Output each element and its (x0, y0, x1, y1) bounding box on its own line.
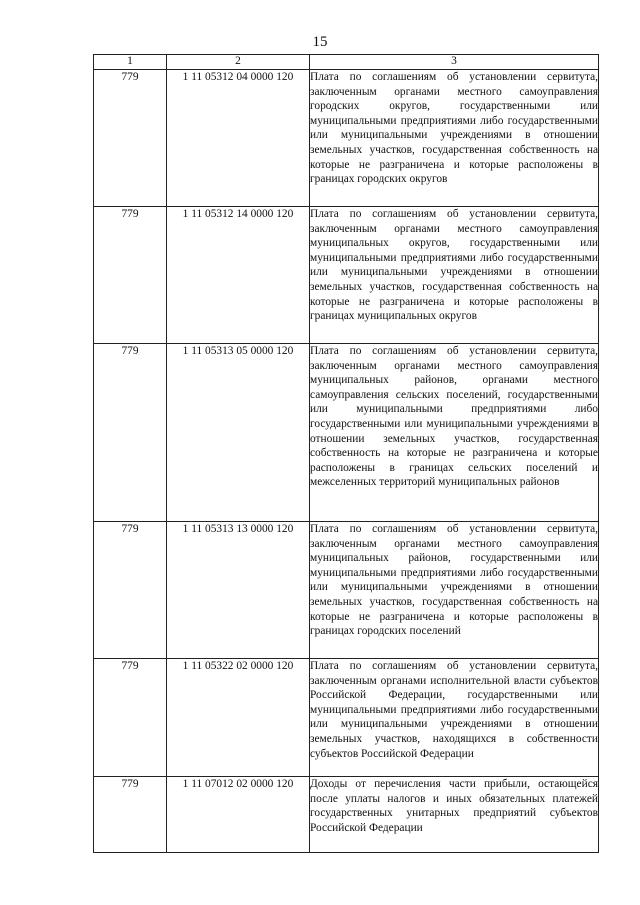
description-cell: Плата по соглашениям об установлении сервитута, заключенным органами местного самоуправления муниципальных районов, органами местного самоуправления сельских поселений, государственными или муниципальными предприятиями либо государственными или муниципальными учреждениями в отношении земельных участков, государственная собственность на которые не разграничена и которые расположены в границах сельских поселений и межселенных территорий муниципальных районов (310, 344, 599, 522)
kbk-code-cell: 1 11 07012 02 0000 120 (167, 777, 310, 853)
table-row (94, 777, 599, 853)
kbk-code-cell: 1 11 05312 14 0000 120 (167, 207, 310, 344)
admin-code-cell: 779 (94, 344, 167, 522)
table-row (94, 207, 599, 344)
description-cell: Плата по соглашениям об установлении сервитута, заключенным органами исполнительной власти субъектов Российской Федерации, государственными или муниципальными предприятиями либо государственными или муниципальными учреждениями в отношении земельных участков, находящихся в собственности субъектов Российской Федерации (310, 659, 599, 777)
admin-code-cell: 779 (94, 659, 167, 777)
column-header-1: 1 (94, 55, 167, 70)
description-cell: Доходы от перечисления части прибыли, остающейся после уплаты налогов и иных обязательных платежей государственных унитарных предприятий субъектов Российской Федерации (310, 777, 599, 853)
table-row (94, 522, 599, 659)
description-cell: Плата по соглашениям об установлении сервитута, заключенным органами местного самоуправления муниципальных районов, государственными или муниципальными предприятиями либо государственными или муниципальными учреждениями в отношении земельных участков, государственная собственность на которые не разграничена и которые расположены в границах городских поселений (310, 522, 599, 659)
admin-code-cell: 779 (94, 777, 167, 853)
description-cell: Плата по соглашениям об установлении сервитута, заключенным органами местного самоуправления муниципальных округов, государственными или муниципальными предприятиями либо государственными или муниципальными учреждениями в отношении земельных участков, государственная собственность на которые не разграничена и которые расположены в границах муниципальных округов (310, 207, 599, 344)
table-header-row (94, 55, 599, 70)
admin-code-cell: 779 (94, 522, 167, 659)
kbk-code-cell: 1 11 05322 02 0000 120 (167, 659, 310, 777)
kbk-code-cell: 1 11 05312 04 0000 120 (167, 70, 310, 207)
admin-code-cell: 779 (94, 207, 167, 344)
table-row (94, 70, 599, 207)
kbk-code-cell: 1 11 05313 05 0000 120 (167, 344, 310, 522)
table-row (94, 344, 599, 522)
table-row (94, 659, 599, 777)
column-header-2: 2 (167, 55, 310, 70)
page-number: 15 (312, 34, 328, 50)
kbk-code-cell: 1 11 05313 13 0000 120 (167, 522, 310, 659)
revenue-codes-table (93, 54, 599, 853)
column-header-3: 3 (310, 55, 599, 70)
admin-code-cell: 779 (94, 70, 167, 207)
description-cell: Плата по соглашениям об установлении сервитута, заключенным органами местного самоуправления городских округов, государственными или муниципальными предприятиями либо государственными или муниципальными учреждениями в отношении земельных участков, государственная собственность на которые не разграничена и которые расположены в границах городских округов (310, 70, 599, 207)
